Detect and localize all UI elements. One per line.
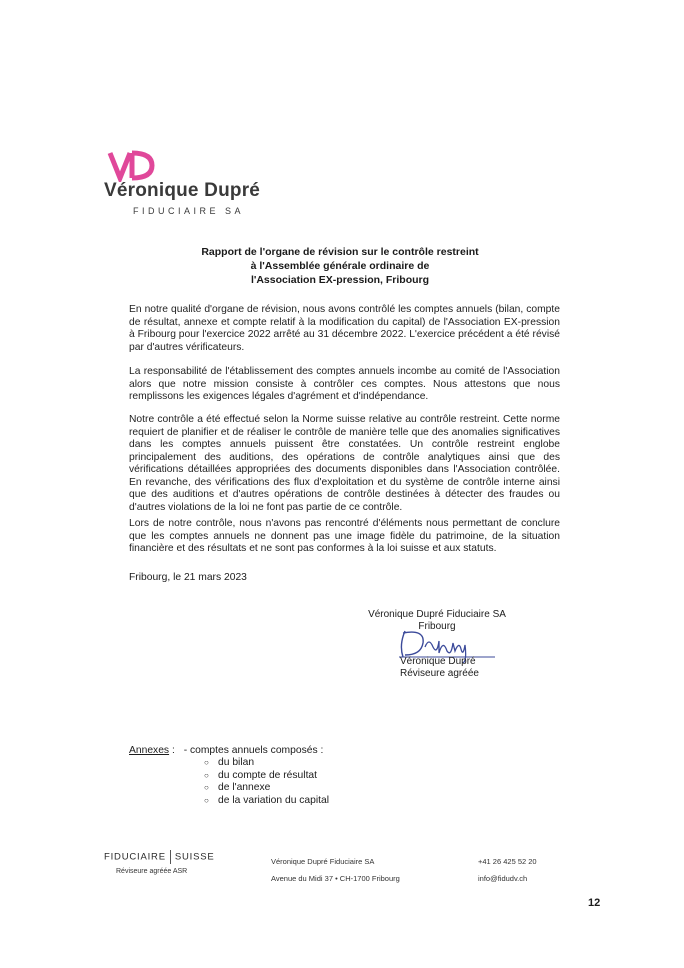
signature-city: Fribourg — [418, 621, 456, 632]
paragraph-conclusion: Lors de notre contrôle, nous n'avons pas rencontré d'éléments nous permettant de conclure que les comptes annuels ne donnent pas une image fidèle du patrimoine, de la situation financière et des résultats et ne sont pas conformes à la loi suisse et aux statuts. — [129, 518, 560, 554]
list-item: ○ de la variation du capital — [204, 794, 330, 806]
title-line: Rapport de l'organe de révision sur le contrôle restreint — [201, 246, 479, 258]
paragraph-scope: En notre qualité d'organe de révision, nous avons contrôlé les comptes annuels (bilan, compte de résultat, annexe et compte relatif à la modification du capital) de l'Association EX-pression à Fribourg pour l'exercice 2022 arrêté au 31 décembre 2022. L'exercice précédent a été révisé par d'autres vérificateurs. — [129, 304, 560, 353]
footer-address-block — [271, 853, 400, 887]
circle-bullet-icon: ○ — [204, 758, 209, 767]
footer-company: Véronique Dupré Fiduciaire SA — [271, 857, 375, 866]
paragraph-responsibility: La responsabilité de l'établissement des comptes annuels incombe au comité de l'Association alors que notre mission consiste à contrôler ces comptes. Nous attestons que nous remplissons les exigences légales d'agrément et d'indépendance. — [129, 366, 560, 402]
paragraph-standard: Notre contrôle a été effectué selon la Norme suisse relative au contrôle restreint. Cette norme requiert de planifier et de réaliser le contrôle de manière telle que des anomalies significatives dans les comptes annuels puissent être constatées. Un contrôle restreint englobe principalement des auditions, des opérations de contrôle analytiques ainsi que des vérifications détaillées appropriées des documents disponibles dans l'Association contrôlée. En revanche, des vérifications des flux d'exploitation et du système de contrôle interne ainsi que des auditions et d'autres opérations de contrôle destinées à détecter des fraudes ou d'autres violations de la loi ne font pas partie de ce contrôle. — [129, 414, 560, 513]
footer-phone: +41 26 425 52 20 — [478, 857, 537, 866]
footer-email: info@fidudv.ch — [478, 874, 528, 883]
title-line: l'Association EX-pression, Fribourg — [250, 274, 430, 286]
vd-monogram-icon — [104, 150, 164, 182]
circle-bullet-icon: ○ — [204, 795, 209, 805]
annexes-section — [129, 745, 330, 806]
signature-company: Véronique Dupré Fiduciaire SA — [368, 609, 506, 620]
list-item: ○ de l'annexe — [204, 782, 271, 793]
circle-bullet-icon: ○ — [204, 770, 209, 780]
footer-contact-block — [478, 853, 537, 887]
annexes-colon: : — [169, 745, 175, 756]
footer-address: Avenue du Midi 37 • CH-1700 Fribourg — [271, 874, 400, 883]
signer-details — [400, 656, 479, 680]
list-item: ○ du compte de résultat — [204, 769, 318, 781]
footer-association-mark: FIDUCIAIRE SUISSE — [104, 851, 215, 863]
annexes-label: Annexes — [129, 745, 170, 756]
annexes-list — [204, 757, 424, 807]
report-title — [180, 245, 500, 287]
annexes-intro: - comptes annuels composés : — [183, 745, 324, 756]
circle-bullet-icon: ○ — [204, 783, 209, 792]
title-line: à l'Assemblée générale ordinaire de — [250, 260, 430, 272]
list-item: ○ du bilan — [204, 757, 255, 768]
divider — [170, 850, 171, 864]
brand-name: Véronique Dupré — [104, 180, 261, 201]
date-line: Fribourg, le 21 mars 2023 — [129, 572, 247, 583]
footer-accreditation: Réviseure agréée ASR — [116, 868, 188, 875]
brand-subtitle: FIDUCIAIRE SA — [133, 206, 245, 216]
page-number: 12 — [588, 897, 601, 909]
signer-title: Réviseure agréée — [400, 668, 479, 679]
signer-name: Véronique Dupré — [400, 656, 476, 667]
